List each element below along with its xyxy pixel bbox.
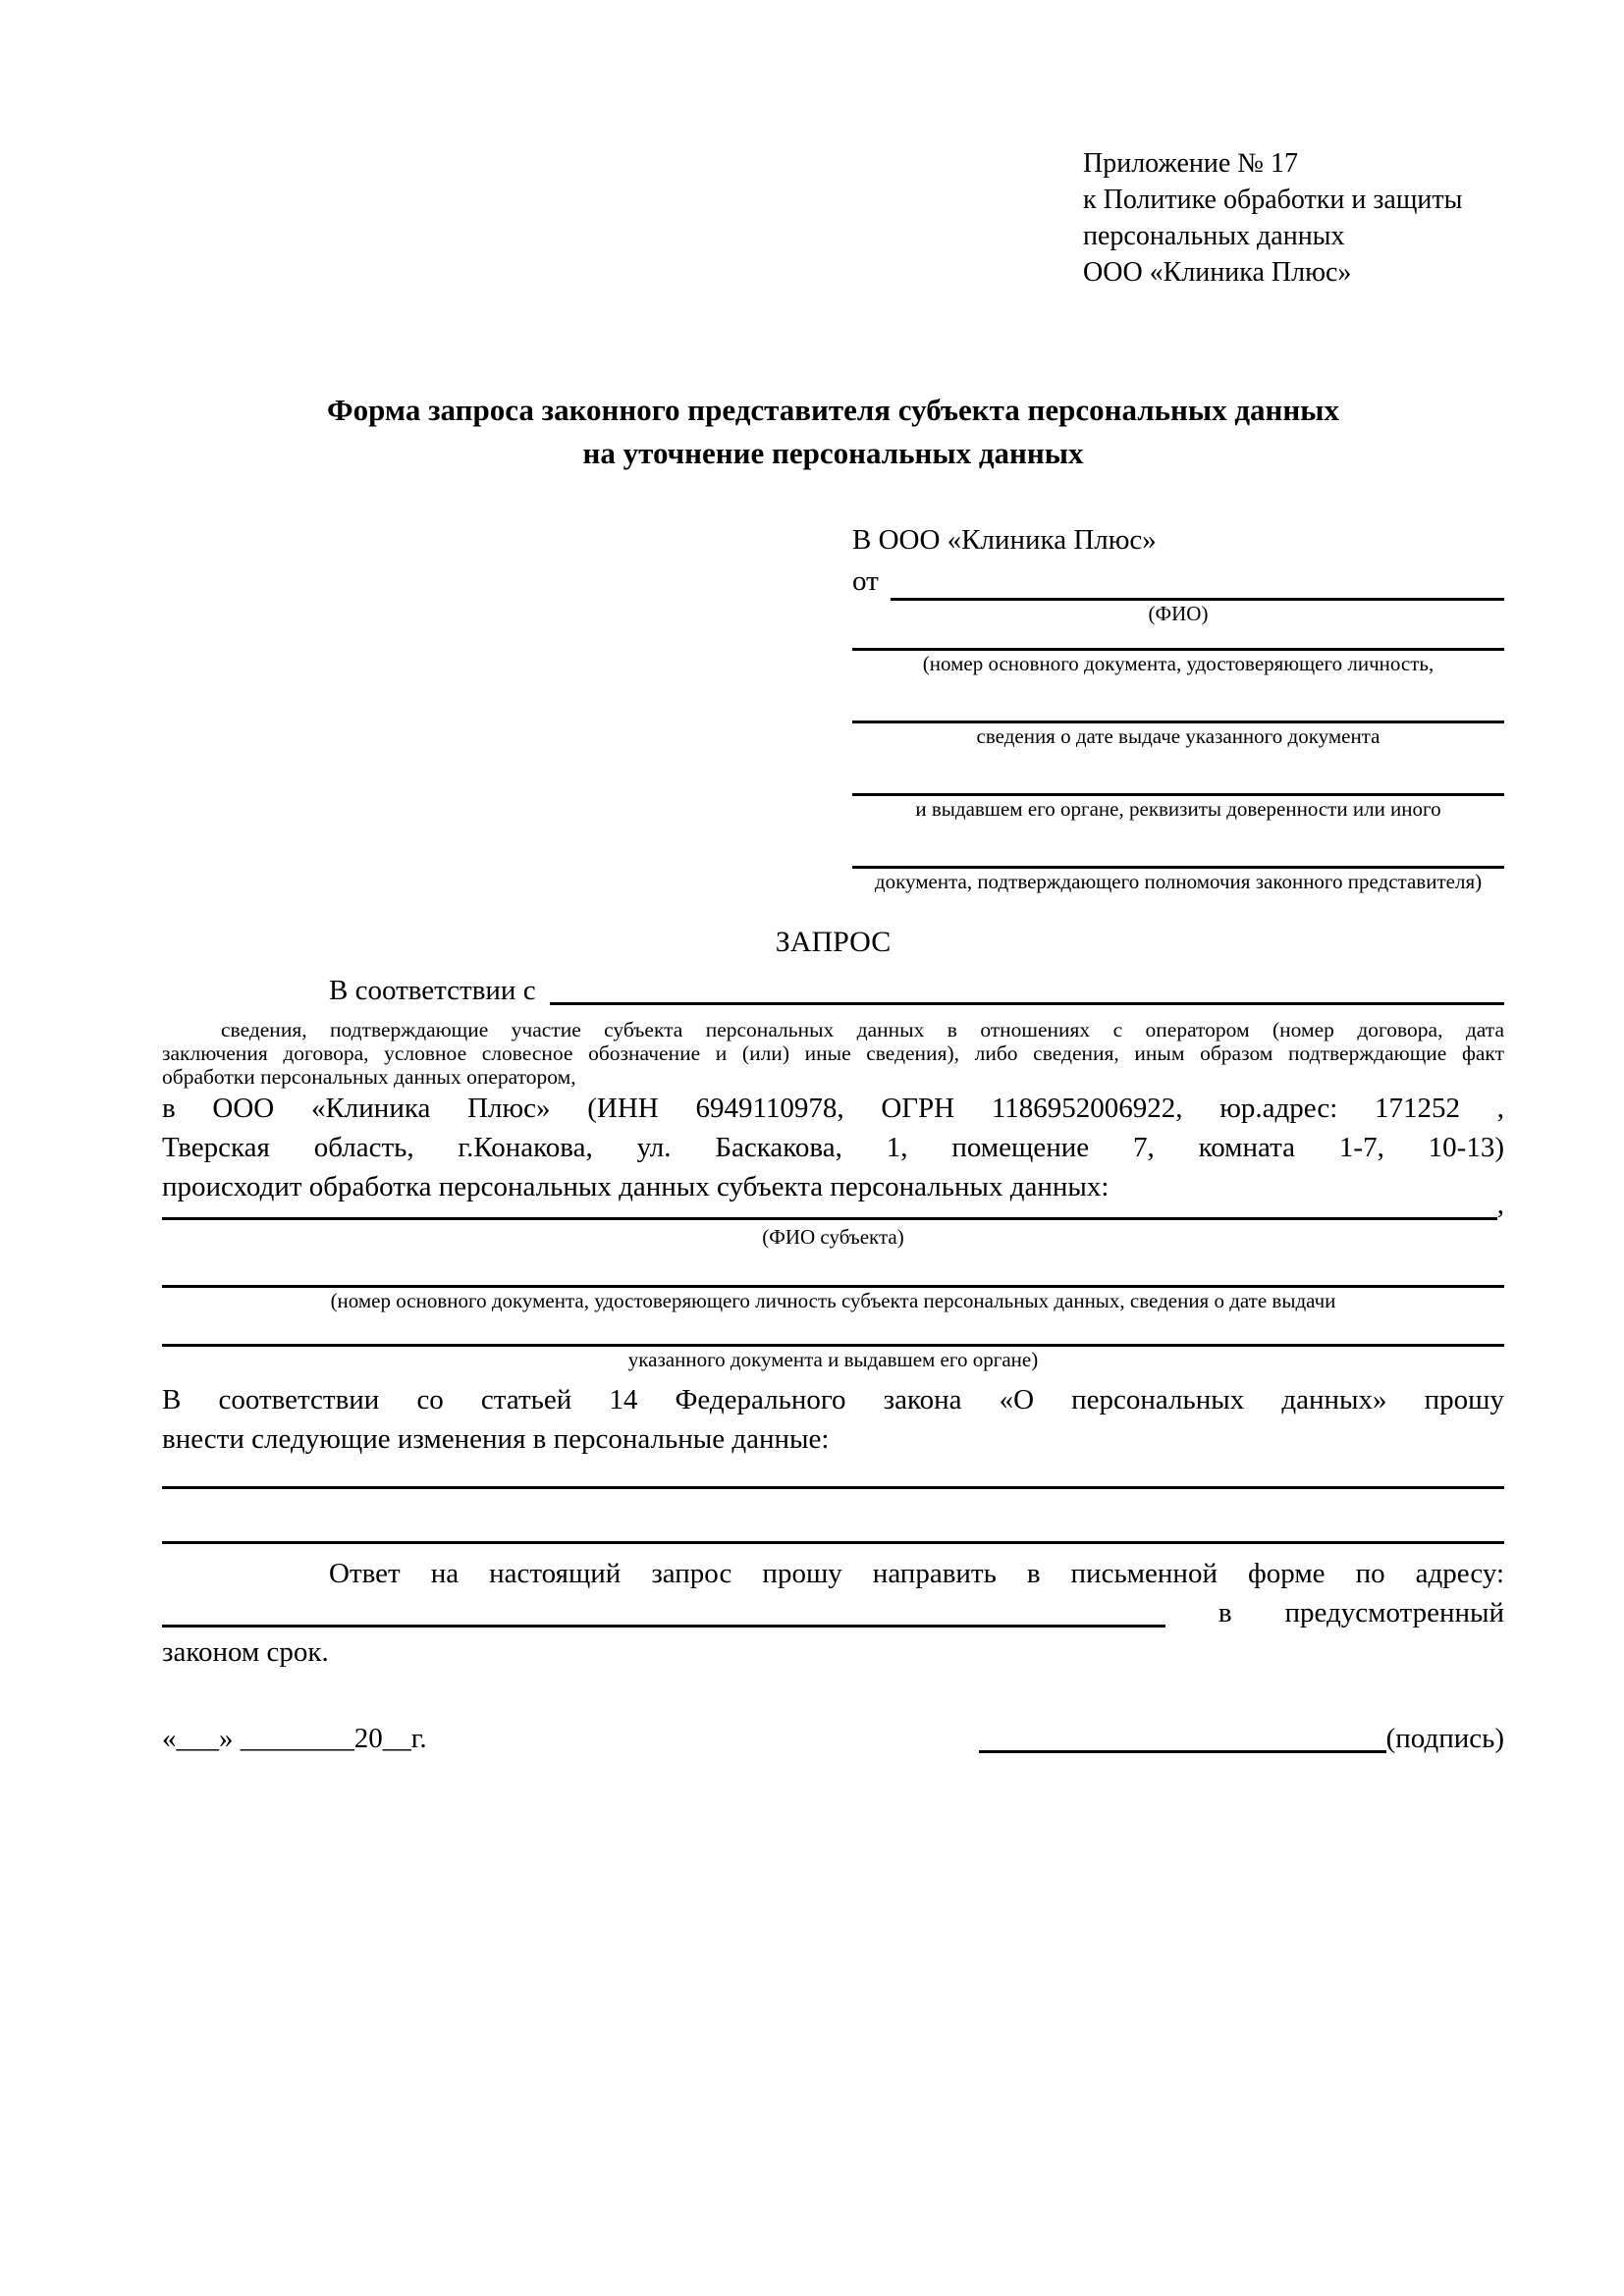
signature-row <box>979 1719 1504 1758</box>
law-line2: внести следующие изменения в персональные данные: <box>162 1423 830 1455</box>
subject-fio-caption: (ФИО субъекта) <box>762 1225 904 1249</box>
doc-field-4-caption: документа, подтверждающего полномочия законного представителя) <box>874 870 1483 893</box>
doc-field-2-caption: сведения о дате выдаче указанного документа <box>976 724 1380 748</box>
appendix-company: ООО «Клиника Плюс» <box>1083 257 1352 288</box>
addressee-block <box>852 520 1504 894</box>
operator-line1: в ООО «Клиника Плюс» (ИНН 6949110978, ОГРН 1186952006922, юр.адрес: 171252 , <box>162 1093 1504 1124</box>
answer-mid-tail: предусмотренный <box>1284 1597 1504 1629</box>
footnote-line2: заключения договора, условное словесное обозначение и (или) иные сведения), либо сведения, иным образом подтверждающие факт <box>162 1041 1504 1065</box>
document-title-line1: Форма запроса законного представителя субъекта персональных данных <box>327 393 1339 427</box>
answer-lead-line: Ответ на настоящий запрос прошу направить в письменной форме по адресу: <box>329 1558 1504 1589</box>
from-row <box>852 560 1504 601</box>
footnote-line1: сведения, подтверждающие участие субъекта персональных данных в отношениях с оператором (номер договора, дата <box>221 1018 1504 1041</box>
appendix-policy-line: к Политике обработки и защиты <box>1083 185 1463 215</box>
operator-line3: происходит обработка персональных данных субъекта персональных данных: <box>162 1171 1110 1202</box>
doc-field-4 <box>852 822 1504 894</box>
doc-field-1-blank <box>852 626 1504 651</box>
subject-doc-caption-2: указанного документа и выдавшем его органе) <box>627 1348 1039 1371</box>
changes-blank-1 <box>162 1461 1504 1489</box>
answer-end-line: законом срок. <box>162 1636 329 1668</box>
from-label: от <box>852 565 879 597</box>
subject-doc-blank-2 <box>162 1313 1504 1347</box>
doc-field-1 <box>852 626 1504 676</box>
footer-row <box>162 1719 1504 1758</box>
accordance-lead: В соответствии с <box>329 975 536 1006</box>
law-paragraph <box>162 1380 1504 1459</box>
answer-address-row <box>162 1593 1504 1632</box>
doc-field-3-blank <box>852 749 1504 796</box>
law-line1: В соответствии со статьей 14 Федерального закона «О персональных данных» прошу <box>162 1384 1504 1415</box>
signature-caption: (подпись) <box>1385 1723 1504 1754</box>
document-title <box>162 389 1504 475</box>
doc-field-3-caption: и выдавшем его органе, реквизиты доверенности или иного <box>915 797 1441 821</box>
subject-fio-blank-field <box>162 1217 1497 1220</box>
document-title-line2: на уточнение персональных данных <box>582 436 1084 470</box>
fio-caption: (ФИО) <box>1148 602 1209 625</box>
doc-field-2 <box>852 676 1504 749</box>
footnote-line3: обработки персональных данных оператором, <box>162 1065 576 1089</box>
request-heading: ЗАПРОС <box>775 926 892 958</box>
subject-doc-caption-1: (номер основного документа, удостоверяющего личность субъекта персональных данных, сведения о дате выдачи <box>330 1289 1336 1312</box>
accordance-row <box>162 969 1504 1010</box>
answer-mid-word: в <box>1218 1597 1232 1629</box>
doc-field-2-blank <box>852 676 1504 723</box>
appendix-policy-line2: персональных данных <box>1083 221 1345 251</box>
doc-field-1-caption: (номер основного документа, удостоверяющего личность, <box>922 652 1435 675</box>
answer-address-blank-field <box>162 1625 1165 1628</box>
appendix-header <box>1083 0 1504 291</box>
footnote-paragraph <box>162 1018 1504 1089</box>
signature-blank-field <box>979 1750 1386 1753</box>
operator-line2: Тверская область, г.Конакова, ул. Баскакова, 1, помещение 7, комната 1-7, 10-13) <box>162 1132 1504 1163</box>
appendix-number: Приложение № 17 <box>1083 148 1298 179</box>
subject-fio-row <box>162 1189 1504 1224</box>
doc-field-4-blank <box>852 822 1504 869</box>
date-line: «___» ________20__г. <box>162 1723 427 1754</box>
operator-paragraph <box>162 1089 1504 1206</box>
subject-doc-blank-1 <box>162 1250 1504 1288</box>
changes-blank-2 <box>162 1489 1504 1544</box>
trailing-comma: , <box>1496 1189 1504 1220</box>
doc-field-3 <box>852 749 1504 822</box>
answer-paragraph <box>162 1554 1504 1672</box>
accordance-blank-field <box>550 1002 1504 1005</box>
addressee-to: В ООО «Клиника Плюс» <box>852 524 1157 556</box>
